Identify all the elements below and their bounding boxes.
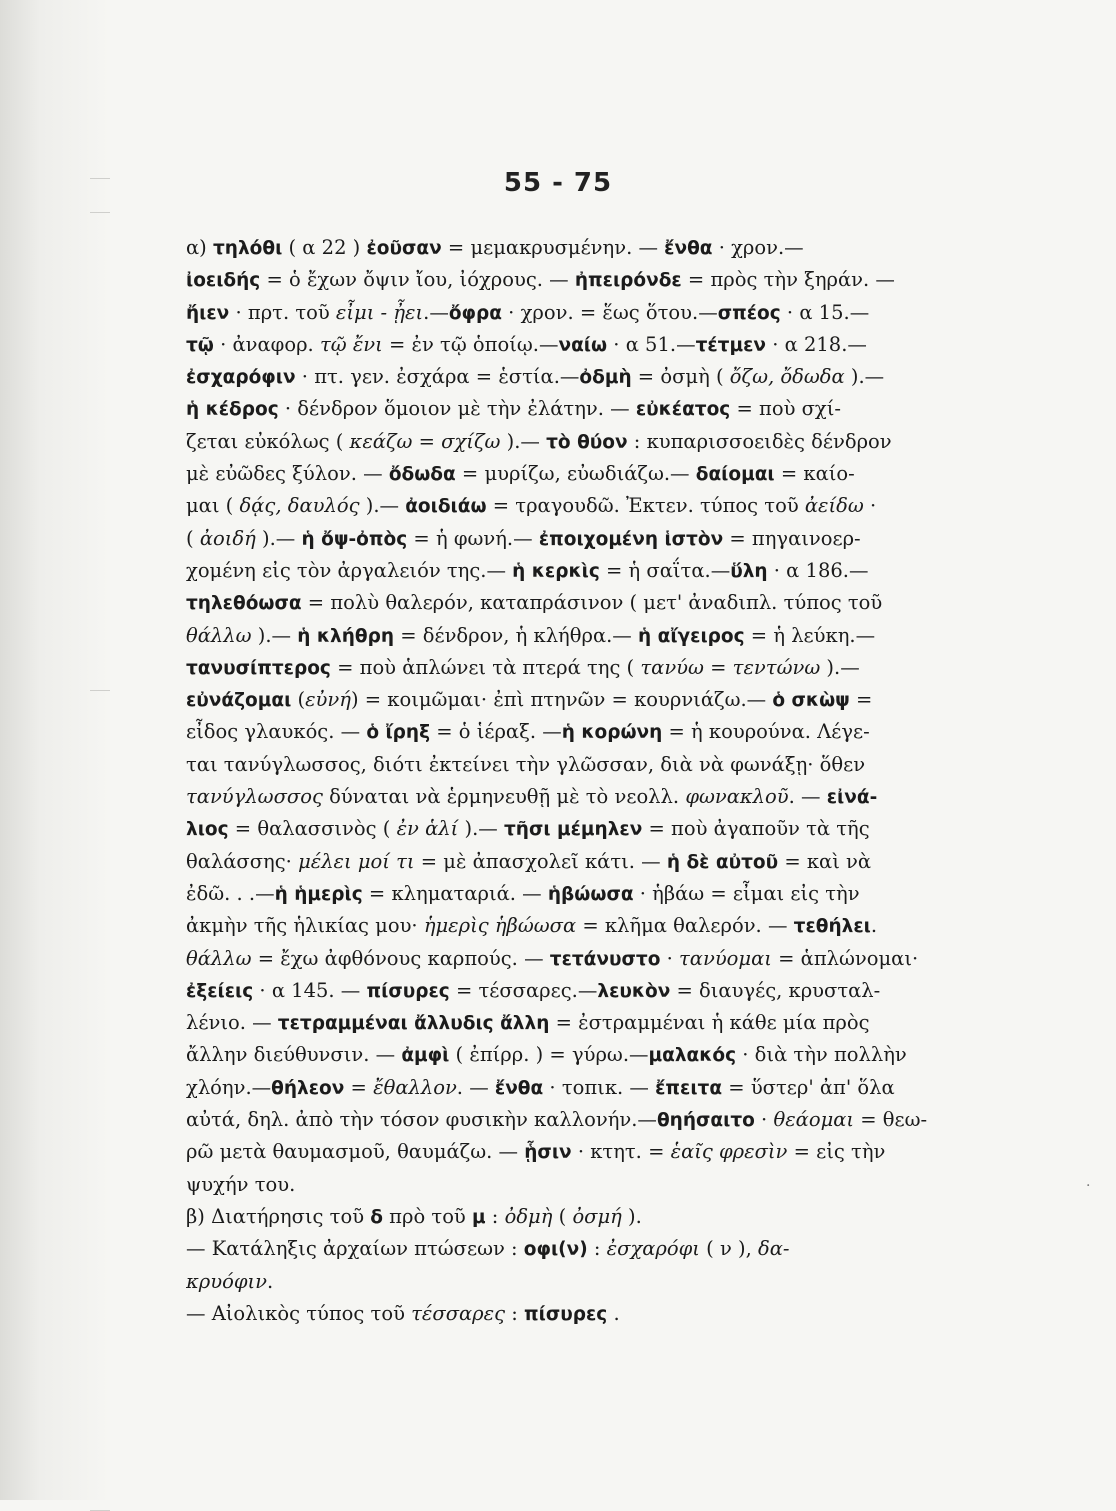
headword: ἰοειδής xyxy=(186,270,261,292)
text-run: = ὁ ἱέραξ. — xyxy=(430,720,562,744)
italic-term: θάλλω xyxy=(186,623,252,647)
headword: ἐοῦσαν xyxy=(366,238,442,259)
headword: τηλόθι xyxy=(212,238,283,259)
text-run: · χρον.— xyxy=(712,236,804,259)
text-run: ( xyxy=(291,688,306,712)
text-line xyxy=(186,1136,1026,1168)
text-run: · α 218.— xyxy=(766,332,867,356)
headword: ἐποιχομένη ἱστὸν xyxy=(538,528,724,550)
text-run: β) Διατήρησις τοῦ xyxy=(186,1204,371,1228)
text-run: ρῶ μετὰ θαυμασμοῦ, θαυμάζω. — xyxy=(186,1140,525,1164)
text-line xyxy=(186,555,1026,587)
italic-term: ἔθαλλον xyxy=(373,1075,457,1099)
headword: ναίω xyxy=(558,334,608,356)
text-run: · χρον. = ἕως ὅτου.— xyxy=(501,300,718,324)
bleed-text-trace xyxy=(90,212,110,213)
headword: λιος xyxy=(186,819,229,841)
text-line xyxy=(186,684,1026,716)
headword: ἡ κορώνη xyxy=(561,722,663,744)
text-run: = ποὺ ἀγαποῦν τὰ τῆς xyxy=(642,817,870,841)
italic-term: τανύομαι xyxy=(679,946,772,970)
text-run: θαλάσσης· xyxy=(186,849,299,873)
text-line xyxy=(186,1039,1026,1071)
headword: ἠπειρόνδε xyxy=(574,270,682,292)
text-run: ( xyxy=(552,1204,573,1228)
text-run: : xyxy=(505,1301,524,1325)
headword: τέτμεν xyxy=(695,334,767,356)
headword: εὐνάζομαι xyxy=(186,690,292,712)
text-run: ( α 22 ) xyxy=(282,236,367,259)
text-line xyxy=(186,361,1026,393)
headword: ἡ αἴγειρος xyxy=(638,625,745,647)
headword: ἡβώωσα xyxy=(547,883,634,905)
italic-term: ὀδμὴ xyxy=(504,1204,553,1228)
text-line xyxy=(186,813,1026,845)
italic-term: δα- xyxy=(758,1237,790,1261)
margin-mark: · xyxy=(1086,1178,1091,1194)
italic-term: εὐνή xyxy=(305,688,351,712)
text-run: · δένδρον ὅμοιον μὲ τὴν ἐλάτην. — xyxy=(278,397,636,421)
page-number: 55 - 75 xyxy=(503,168,613,198)
text-run: · α 51.— xyxy=(607,332,696,356)
text-run: ζεται εὐκόλως ( xyxy=(186,429,350,453)
headword: δ xyxy=(370,1206,383,1228)
text-run: — Αἰολικὸς τύπος τοῦ xyxy=(186,1301,412,1325)
headword: ἐσχαρόφιν xyxy=(186,367,296,389)
italic-term: ἐν ἁλί xyxy=(396,817,459,841)
headword: τῷ xyxy=(186,334,214,356)
text-line xyxy=(186,846,1026,878)
text-run: μὲ εὐῶδες ξύλον. — xyxy=(186,462,389,486)
text-run: . xyxy=(870,914,878,938)
italic-term: θάλλω xyxy=(186,946,252,970)
bleed-text-trace xyxy=(90,690,110,691)
headword: ἡ κλήθρη xyxy=(297,625,394,647)
text-line xyxy=(186,232,1026,264)
text-run: ).— xyxy=(458,817,504,841)
text-line xyxy=(186,1007,1026,1039)
text-line xyxy=(186,329,1026,361)
text-line xyxy=(186,781,1026,813)
text-run: πρὸ τοῦ xyxy=(382,1204,472,1228)
headword: λευκὸν xyxy=(597,980,671,1002)
text-run: ( xyxy=(186,526,200,550)
text-run: ). xyxy=(621,1204,642,1228)
text-run: = ἡ λεύκη.— xyxy=(744,623,876,647)
italic-term: τέσσαρες xyxy=(411,1301,506,1325)
text-run: ).— xyxy=(820,655,860,679)
text-run: = πρὸς τὴν ξηράν. — xyxy=(681,268,895,292)
headword: ἔνθα xyxy=(664,238,713,259)
italic-term: δᾴς, δαυλός xyxy=(239,494,360,518)
headword: ἡ δὲ αὐτοῦ xyxy=(666,851,779,873)
text-run: · πτ. γεν. ἐσχάρα = ἑστία.— xyxy=(295,365,580,389)
text-run: · xyxy=(660,946,680,970)
italic-term: ἑαῖς φρεσὶν xyxy=(670,1140,788,1164)
headword: ᾗσιν xyxy=(524,1142,572,1164)
text-run: ).— xyxy=(500,429,547,453)
text-run: · ἡβάω = εἶμαι εἰς τὴν xyxy=(633,881,860,905)
text-run: · α 145. — xyxy=(253,978,367,1002)
text-run: · xyxy=(863,494,877,518)
headword: σπέος xyxy=(717,302,781,324)
text-run: = xyxy=(344,1075,374,1099)
text-run: ἄλλην διεύθυνσιν. — xyxy=(186,1043,402,1067)
italic-term: κεάζω = σχίζω xyxy=(349,429,501,453)
text-run: ἀκμὴν τῆς ἡλικίας μου· xyxy=(186,914,424,938)
text-run: = πολὺ θαλερόν, καταπράσινον ( μετ' ἀναδιπλ. τύπος τοῦ xyxy=(301,591,883,615)
text-line xyxy=(186,1104,1026,1136)
body-text xyxy=(186,232,1026,1330)
italic-term: ὀσμή xyxy=(572,1204,622,1228)
text-line xyxy=(186,878,1026,910)
text-run: = καὶ νὰ xyxy=(778,849,872,873)
headword: εἰνά- xyxy=(826,787,878,809)
text-run: = ἐν τῷ ὁποίῳ.— xyxy=(382,332,559,356)
headword: ἀοιδιάω xyxy=(405,496,487,518)
text-run: . — xyxy=(788,785,827,809)
text-line xyxy=(186,587,1026,619)
text-line xyxy=(186,620,1026,652)
headword: τανυσίπτερος xyxy=(186,657,331,679)
text-run: · κτητ. = xyxy=(571,1140,671,1164)
italic-term: τανύγλωσσος xyxy=(186,785,323,809)
text-run: = ἡ φωνή.— xyxy=(407,526,539,550)
text-run: = δένδρον, ἡ κλήθρα.— xyxy=(394,623,639,647)
headword: ὕλη xyxy=(730,560,768,582)
text-run: = κλῆμα θαλερόν. — xyxy=(576,914,794,938)
text-line xyxy=(186,523,1026,555)
text-run: · xyxy=(754,1108,774,1132)
text-run: · α 186.— xyxy=(767,558,869,582)
text-line xyxy=(186,393,1026,425)
text-run: = θεω- xyxy=(854,1108,928,1132)
text-run: = ἔχω ἀφθόνους καρπούς. — xyxy=(251,946,550,970)
text-line xyxy=(186,426,1026,458)
text-run: ψυχήν του. xyxy=(186,1172,296,1196)
text-run: = ἁπλώνομαι· xyxy=(771,946,919,970)
text-run: = ποὺ σχί- xyxy=(730,397,841,421)
text-run: α) xyxy=(186,236,213,259)
headword: μαλακός xyxy=(648,1045,737,1067)
text-run: · α 15.— xyxy=(780,300,870,324)
text-run: = τέσσαρες.— xyxy=(449,978,598,1002)
headword: τηλεθόωσα xyxy=(186,593,302,615)
text-run: = ὀσμὴ ( xyxy=(631,365,730,389)
headword: τετραμμέναι ἄλλυδις ἄλλη xyxy=(277,1013,550,1035)
headword: πίσυρες xyxy=(366,980,450,1002)
text-run: ).— xyxy=(255,526,302,550)
headword: μ xyxy=(471,1206,486,1228)
headword: ὁ ἴρηξ xyxy=(366,722,431,744)
headword: ἔνθα xyxy=(494,1077,544,1099)
headword: οφι(ν) xyxy=(523,1239,588,1261)
headword: ἐξείεις xyxy=(186,980,254,1002)
text-run: δύναται νὰ ἑρμηνευθῇ μὲ τὸ νεολλ. xyxy=(322,785,686,809)
text-run: = εἰς τὴν xyxy=(787,1140,886,1164)
text-run: μαι ( xyxy=(186,494,240,518)
previous-page-bleed xyxy=(0,0,110,1500)
italic-term: μέλει μοί τι xyxy=(298,849,415,873)
text-run: = ἡ σαΐτα.— xyxy=(599,558,731,582)
text-run: ( ν ), xyxy=(699,1237,758,1261)
text-run: = διαυγές, κρυσταλ- xyxy=(670,978,881,1002)
text-run: = καίο- xyxy=(774,462,855,486)
headword: τεθήλει xyxy=(793,916,871,938)
text-run: = ἡ κουρούνα. Λέγε- xyxy=(662,720,870,744)
text-line xyxy=(186,1233,1026,1265)
headword: ὄφρα xyxy=(448,302,502,324)
text-run: = τραγουδῶ. Ἐκτεν. τύπος τοῦ xyxy=(486,494,805,518)
text-run: = θαλασσινὸς ( xyxy=(228,817,397,841)
text-run: ( ἐπίρρ. ) = γύρω.— xyxy=(449,1043,649,1067)
text-run: ).— xyxy=(359,494,406,518)
text-run: . xyxy=(267,1269,274,1293)
text-line xyxy=(186,1072,1026,1104)
italic-term: κρυόφιν xyxy=(186,1269,267,1293)
text-line xyxy=(186,297,1026,329)
italic-term: ἡμερὶς ἡβώωσα xyxy=(423,914,577,938)
headword: πίσυρες xyxy=(524,1303,608,1325)
text-run: ) = κοιμῶμαι· ἐπὶ πτηνῶν = κουρνιάζω.— xyxy=(350,688,773,712)
text-run: = xyxy=(849,688,873,712)
headword: ὄδωδα xyxy=(388,464,456,486)
text-run: — Κατάληξις ἀρχαίων πτώσεων : xyxy=(186,1237,524,1261)
text-run: . xyxy=(607,1301,620,1325)
text-run: ται τανύγλωσσος, διότι ἐκτείνει τὴν γλῶσσαν, διὰ νὰ φωνάξῃ· ὅθεν xyxy=(186,752,866,776)
text-run: εἶδος γλαυκός. — xyxy=(186,720,367,744)
headword: ἀμφὶ xyxy=(401,1045,450,1067)
text-line xyxy=(186,749,1026,781)
text-line xyxy=(186,943,1026,975)
text-run: . — xyxy=(456,1075,495,1099)
text-run: = ἐστραμμέναι ἡ κάθε μία πρὸς xyxy=(549,1011,870,1035)
text-run: χομένη εἰς τὸν ἀργαλειόν της.— xyxy=(186,558,513,582)
text-run: ἐδῶ. . .— xyxy=(186,881,275,905)
text-line xyxy=(186,1298,1026,1330)
headword: τῆσι μέμηλεν xyxy=(503,819,643,841)
headword: τὸ θύον xyxy=(546,431,628,453)
headword: ὀδμὴ xyxy=(579,367,632,389)
italic-term: φωνακλοῦ xyxy=(685,785,789,809)
headword: θηήσαιτο xyxy=(656,1110,755,1132)
text-line xyxy=(186,264,1026,296)
italic-term: ἀοιδή xyxy=(199,526,256,550)
headword: ἡ ὄψ-ὀπὸς xyxy=(301,528,408,550)
text-run: : xyxy=(587,1237,607,1261)
text-run: αὐτά, δηλ. ἀπὸ τὴν τόσον φυσικὴν καλλονήν.— xyxy=(186,1108,657,1132)
text-line xyxy=(186,975,1026,1007)
text-run: χλόην.— xyxy=(186,1075,272,1099)
italic-term: τῷ ἔνι xyxy=(319,332,383,356)
text-line xyxy=(186,458,1026,490)
text-run: ).— xyxy=(844,365,885,389)
text-run: = κληματαριά. — xyxy=(362,881,548,905)
text-run: = μυρίζω, εὐωδιάζω.— xyxy=(455,462,696,486)
text-run: = ὕστερ' ἀπ' ὅλα xyxy=(722,1075,895,1099)
headword: ἤιεν xyxy=(186,302,230,324)
text-run: .— xyxy=(423,300,449,324)
headword: ἡ ἡμερὶς xyxy=(274,883,363,905)
headword: ὁ σκὼψ xyxy=(772,690,850,712)
text-run: : xyxy=(485,1204,505,1228)
text-run: · τοπικ. — xyxy=(543,1075,656,1099)
text-line xyxy=(186,716,1026,748)
text-line xyxy=(186,1266,1026,1298)
text-run: · διὰ τὴν πολλὴν xyxy=(736,1043,907,1067)
text-run: ).— xyxy=(251,623,298,647)
text-run: · πρτ. τοῦ xyxy=(229,300,336,324)
text-run: = ποὺ ἁπλώνει τὰ πτερά της ( xyxy=(330,655,641,679)
italic-term: τανύω = τεντώνω xyxy=(640,655,821,679)
headword: ἡ κερκὶς xyxy=(512,560,600,582)
italic-term: ἀείδω xyxy=(804,494,864,518)
headword: ἡ κέδρος xyxy=(186,399,279,421)
headword: θήλεον xyxy=(271,1077,345,1099)
headword: εὐκέατος xyxy=(635,399,731,421)
text-line xyxy=(186,652,1026,684)
italic-term: θεάομαι xyxy=(773,1108,855,1132)
text-run: = μὲ ἀπασχολεῖ κάτι. — xyxy=(414,849,667,873)
text-run: = πηγαινοερ- xyxy=(723,526,861,550)
text-run: : κυπαρισσοειδὲς δένδρον xyxy=(627,429,892,453)
italic-term: ὄζω, ὄδωδα xyxy=(729,365,845,389)
text-run: = μεμακρυσμένην. — xyxy=(441,236,665,259)
text-run: λένιο. — xyxy=(186,1011,278,1035)
italic-term: εἶμι - ᾖει xyxy=(335,300,424,324)
headword: δαίομαι xyxy=(695,464,775,486)
text-line xyxy=(186,1169,1026,1201)
headword: τετάνυστο xyxy=(549,948,661,970)
italic-term: ἐσχαρόφι xyxy=(606,1237,700,1261)
text-line xyxy=(186,490,1026,522)
headword: ἔπειτα xyxy=(655,1077,723,1099)
text-line xyxy=(186,1201,1026,1233)
text-run: = ὁ ἔχων ὄψιν ἴου, ἰόχρους. — xyxy=(260,268,575,292)
text-run: · ἀναφορ. xyxy=(213,332,320,356)
text-line xyxy=(186,910,1026,942)
